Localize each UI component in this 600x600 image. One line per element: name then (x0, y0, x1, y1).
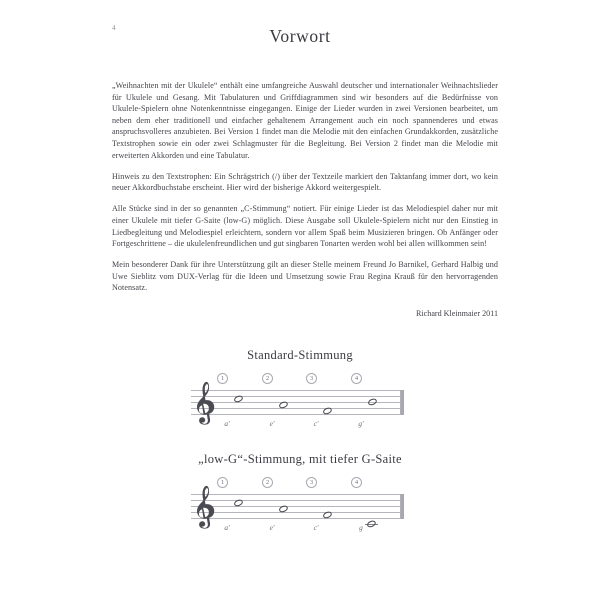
low-g-tuning-score (185, 477, 415, 549)
standard-tuning-score (185, 373, 415, 445)
string-number-1: 1 (217, 477, 228, 488)
low-g-tuning-title: „low-G“-Stimmung, mit tiefer G-Saite (198, 452, 402, 466)
end-barline-thick (401, 494, 404, 519)
note-label-1: a' (224, 523, 230, 532)
end-barline-thick (401, 390, 404, 415)
string-number-2: 2 (262, 477, 273, 488)
standard-tuning-section (0, 348, 600, 445)
low-g-note-labels (191, 523, 404, 535)
standard-string-numbers (185, 373, 415, 387)
staff-line (191, 500, 404, 501)
paragraph-1: „Weihnachten mit der Ukulele“ enthält eine umfangreiche Auswahl deutscher und internationaler Weihnachtslieder für Ukulele und Gesang. Mit Tabulaturen und Griffdiagrammen sind wir besonders auf die Bedürfnisse von Ukulele-Spielern ohne Notenkenntnisse eingegangen. Einige der Lieder wurden in zwei Versionen bearbeitet, um neben dem eher traditionell und einfacher gehaltenem Arrangement auch ein noch spannenderes und etwas anspruchsvolleres anzubieten. Bei Version 1 findet man die Melodie mit den einfachen Grundakkorden, zusätzliche Textstrophen sowie ein oder zwei Schlagmuster für die Begleitung. Bei Version 2 findet man die Melodie mit erweiterten Akkorden und eine Tabulatur. (112, 81, 498, 160)
author-signature: Richard Kleinmaier 2011 (416, 309, 498, 318)
paragraph-3: Alle Stücke sind in der so genannten „C-Stimmung“ notiert. Für einige Lieder ist das Melodiespiel daher nur mit einer Ukulele mit tiefer G-Saite (low-G) möglich. Diese Ausgabe soll Ukulele-Spielern nicht nur den Einstieg in Liedbegleitung und Melodiespiel erleichtern, sondern vor allem Spaß beim Musizieren bringen. Ob Anfänger oder Fortgeschrittene – die ukulelenfreundlichen und gut singbaren Tonarten werden wohl bei allen willkommen sein! (112, 204, 498, 249)
low-g-string-numbers (185, 477, 415, 491)
paragraph-4: Mein besonderer Dank für ihre Unterstützung gilt an dieser Stelle meinem Freund Jo Barnikel, Gerhard Halbig und Uwe Sieblitz vom DUX-Verlag für die Ideen und Umsetzung sowie Frau Regina Krauß für den hervorragenden Notensatz. (112, 260, 498, 293)
string-number-1: 1 (217, 373, 228, 384)
note-label-4: g (359, 523, 363, 532)
end-barline-thin (400, 390, 401, 415)
standard-note-labels (191, 419, 404, 431)
staff-line (191, 396, 404, 397)
note-head-g (367, 397, 377, 406)
staff-line (191, 518, 404, 519)
note-label-2: e' (269, 523, 275, 532)
staff-line (191, 390, 404, 391)
string-number-3: 3 (306, 373, 317, 384)
string-number-2: 2 (262, 373, 273, 384)
standard-tuning-title: Standard-Stimmung (247, 348, 353, 362)
staff-line (191, 494, 404, 495)
low-g-tuning-section (0, 452, 600, 549)
string-number-4: 4 (351, 373, 362, 384)
staff-line (191, 408, 404, 409)
page-title: Vorwort (269, 26, 331, 46)
foreword-body (112, 80, 498, 320)
note-label-3: c' (313, 419, 319, 428)
low-g-staff (191, 494, 404, 518)
page-number: 4 (112, 24, 116, 32)
standard-staff (191, 390, 404, 414)
note-label-2: e' (269, 419, 275, 428)
string-number-3: 3 (306, 477, 317, 488)
staff-line (191, 512, 404, 513)
paragraph-2: Hinweis zu den Textstrophen: Ein Schrägstrich (/) über der Textzeile markiert den Taktanfang immer dort, wo kein neuer Akkordbuchstabe erscheint. Hier wird der bisherige Akkord weitergespielt. (112, 171, 498, 193)
note-label-4: g' (358, 419, 364, 428)
note-label-3: c' (313, 523, 319, 532)
staff-line (191, 506, 404, 507)
string-number-4: 4 (351, 477, 362, 488)
end-barline-thin (400, 494, 401, 519)
staff-line (191, 414, 404, 415)
note-label-1: a' (224, 419, 230, 428)
